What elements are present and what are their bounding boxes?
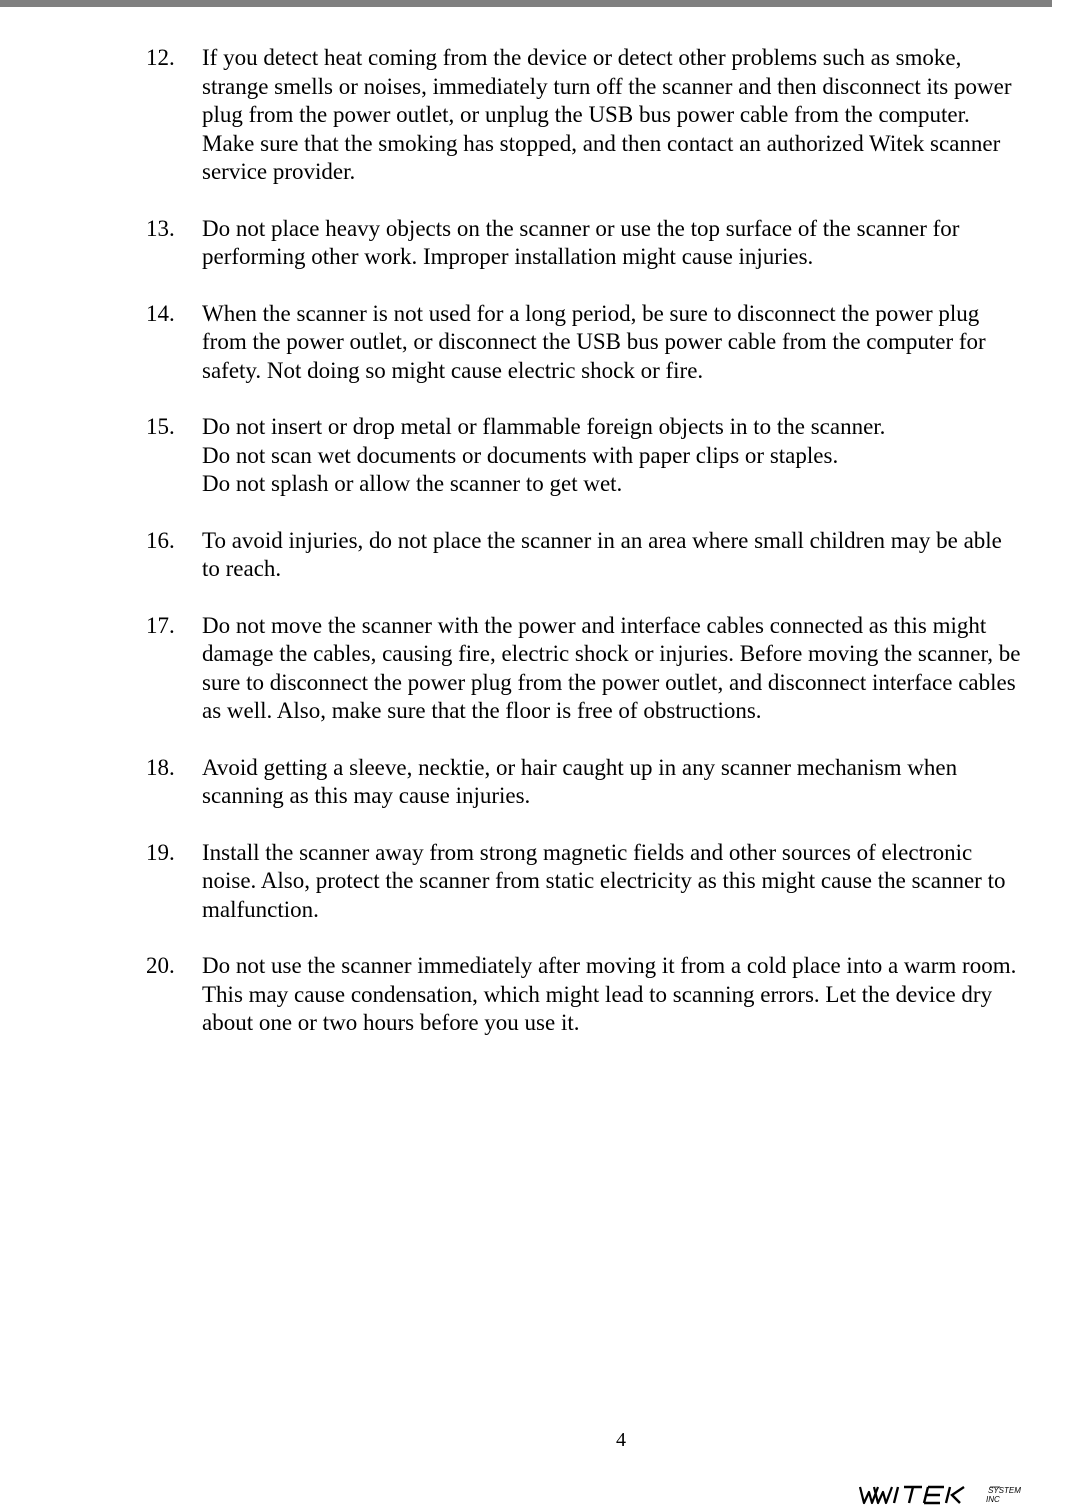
list-item: [146, 612, 1091, 726]
logo-system-text: SYSTEM: [988, 1486, 1021, 1495]
item-text-line: noise. Also, protect the scanner from static electricity as this might cause the scanner to: [202, 868, 1006, 893]
page-number: 4: [616, 1429, 626, 1451]
item-text-line: to reach.: [202, 556, 282, 581]
list-item: [146, 44, 1091, 187]
item-text-line: Make sure that the smoking has stopped, and then contact an authorized Witek scanner: [202, 130, 1001, 156]
list-item: [146, 413, 1091, 499]
item-text-line: Do not splash or allow the scanner to get wet.: [202, 471, 623, 496]
item-text-line: performing other work. Improper installation might cause injuries.: [202, 244, 814, 269]
item-number: 20.: [146, 953, 175, 978]
list-item: [146, 952, 1091, 1038]
item-number: 18.: [146, 754, 175, 780]
item-text-line: as well. Also, make sure that the floor is free of obstructions.: [202, 698, 762, 723]
item-text-line: safety. Not doing so might cause electric shock or fire.: [202, 357, 704, 383]
item-text-line: When the scanner is not used for a long period, be sure to disconnect the power plug: [202, 300, 980, 326]
item-text-line: damage the cables, causing fire, electric shock or injuries. Before moving the scanner, be: [202, 641, 1021, 666]
list-item: [146, 300, 1091, 386]
item-text-line: If you detect heat coming from the device or detect other problems such as smoke,: [202, 45, 962, 70]
list-item: [146, 754, 1091, 811]
safety-instructions-list: [146, 44, 1091, 1066]
item-number: 13.: [146, 215, 175, 241]
item-text-line: malfunction.: [202, 896, 319, 922]
header-rule: [0, 0, 1052, 7]
item-number: 14.: [146, 300, 175, 326]
item-text-line: from the power outlet, or disconnect the USB bus power cable from the computer for: [202, 329, 986, 354]
item-text-line: sure to disconnect the power plug from the power outlet, and disconnect interface cables: [202, 669, 1016, 695]
item-text-line: Do not move the scanner with the power and interface cables connected as this might: [202, 612, 987, 638]
item-text-line: plug from the power outlet, or unplug the USB bus power cable from the computer.: [202, 102, 970, 127]
logo-inc-text: INC: [986, 1495, 1000, 1504]
item-number: 12.: [146, 45, 175, 70]
item-number: 15.: [146, 414, 175, 439]
list-item: [146, 215, 1091, 272]
item-text-line: To avoid injuries, do not place the scanner in an area where small children may be able: [202, 527, 1002, 553]
item-text-line: Do not scan wet documents or documents with paper clips or staples.: [202, 442, 839, 468]
item-number: 19.: [146, 839, 175, 865]
item-text-line: Avoid getting a sleeve, necktie, or hair caught up in any scanner mechanism when: [202, 754, 958, 780]
list-item: [146, 839, 1091, 925]
item-text-line: scanning as this may cause injuries.: [202, 783, 531, 808]
item-text-line: Do not use the scanner immediately after moving it from a cold place into a warm room.: [202, 953, 1017, 978]
list-item: [146, 527, 1091, 584]
item-number: 16.: [146, 527, 175, 553]
item-text-line: strange smells or noises, immediately turn off the scanner and then disconnect its power: [202, 73, 1012, 99]
item-number: 17.: [146, 612, 175, 638]
witek-wordmark: [860, 1486, 1021, 1504]
item-text-line: about one or two hours before you use it.: [202, 1010, 580, 1035]
witek-logo: [856, 1483, 1056, 1505]
item-text-line: This may cause condensation, which might lead to scanning errors. Let the device dry: [202, 981, 993, 1007]
item-text-line: Install the scanner away from strong magnetic fields and other sources of electronic: [202, 839, 973, 865]
item-text-line: Do not place heavy objects on the scanner or use the top surface of the scanner for: [202, 215, 960, 241]
item-text-line: service provider.: [202, 159, 356, 184]
item-text-line: Do not insert or drop metal or flammable foreign objects in to the scanner.: [202, 414, 886, 439]
